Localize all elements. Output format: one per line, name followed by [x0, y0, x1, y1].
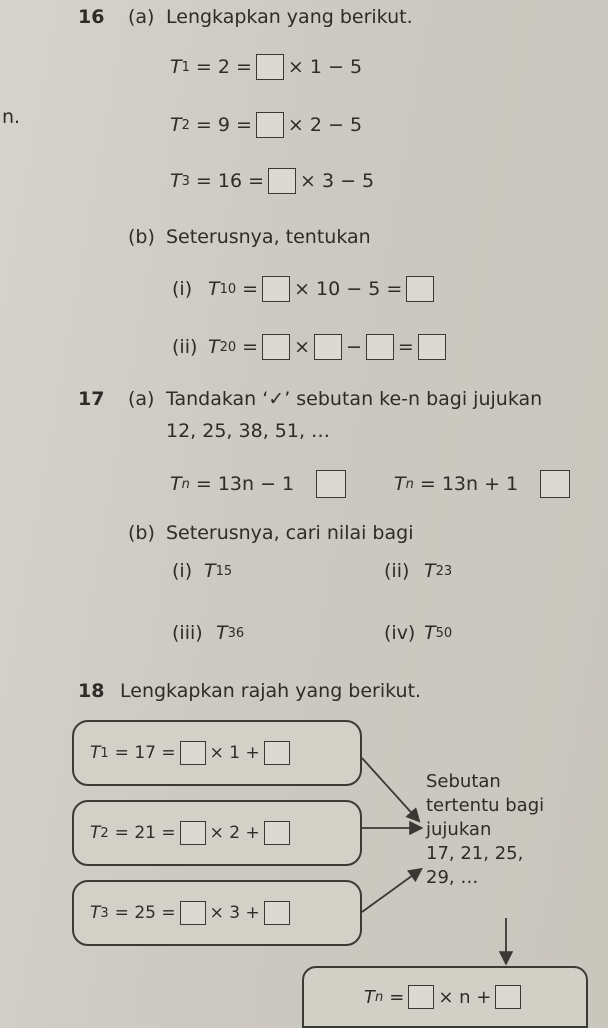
equals-sign-2: = — [397, 336, 414, 358]
item-label: (iv) — [384, 622, 416, 644]
q17-number: 17 — [78, 388, 105, 410]
side-line: Sebutan — [426, 771, 501, 792]
equals-sign: = — [389, 986, 405, 1008]
equals-sign: = — [242, 336, 259, 358]
q17-sequence: 12, 25, 38, 51, … — [166, 420, 331, 442]
times-text: × n + — [438, 986, 492, 1008]
q17b-label: (b) — [128, 522, 155, 544]
term-letter: T — [424, 622, 436, 644]
term-subscript: 3 — [100, 905, 109, 921]
lhs-text: = 21 = — [114, 823, 176, 843]
term-letter: T — [170, 473, 182, 495]
q16a-label: (a) — [128, 6, 155, 28]
q16a-instruction: Lengkapkan yang berikut. — [166, 6, 413, 28]
lhs-text: = 25 = — [114, 903, 176, 923]
general-term-box — [302, 966, 588, 1028]
q17b-instruction: Seterusnya, cari nilai bagi — [166, 522, 414, 544]
times-text: × 3 + — [209, 903, 260, 923]
term-subscript: 10 — [219, 281, 237, 297]
q18-number: 18 — [78, 680, 105, 702]
term-letter: T — [90, 743, 101, 763]
option-expression: = 13n − 1 — [195, 473, 295, 495]
margin-fragment: n. — [2, 106, 21, 128]
term-subscript: 1 — [181, 59, 190, 75]
term-subscript: n — [375, 989, 384, 1005]
term-letter: T — [208, 278, 220, 300]
item-label: (ii) — [384, 560, 410, 582]
lhs-text: = 17 = — [114, 743, 176, 763]
term-letter: T — [90, 903, 101, 923]
option-expression: = 13n + 1 — [419, 473, 519, 495]
item-label: (iii) — [172, 622, 203, 644]
times-sign: × — [294, 336, 310, 358]
term-letter: T — [394, 473, 406, 495]
q16b-instruction: Seterusnya, tentukan — [166, 226, 371, 248]
side-line: 17, 21, 25, — [426, 843, 524, 864]
answer-box[interactable] — [495, 985, 521, 1009]
term-subscript: 1 — [100, 745, 109, 761]
q16b-label: (b) — [128, 226, 155, 248]
term-subscript: 2 — [100, 825, 109, 841]
term-subscript: 50 — [435, 625, 453, 641]
rhs-text: × 2 − 5 — [287, 114, 363, 136]
lhs-text: = 9 = — [195, 114, 252, 136]
term-letter: T — [170, 56, 182, 78]
term-letter: T — [424, 560, 436, 582]
term-subscript: 20 — [219, 339, 237, 355]
term-subscript: n — [405, 476, 414, 492]
item-label: (i) — [172, 278, 193, 300]
q17a-label: (a) — [128, 388, 155, 410]
arrow-row-3 — [362, 870, 420, 912]
mid-text: × 10 − 5 = — [294, 278, 403, 300]
item-label: (i) — [172, 560, 193, 582]
lhs-text: = 2 = — [195, 56, 252, 78]
term-letter: T — [364, 986, 375, 1008]
term-subscript: 23 — [435, 563, 453, 579]
term-letter: T — [170, 114, 182, 136]
rhs-text: × 1 − 5 — [287, 56, 363, 78]
term-letter: T — [204, 560, 216, 582]
term-letter: T — [170, 170, 182, 192]
term-subscript: 3 — [181, 173, 190, 189]
times-text: × 1 + — [209, 743, 260, 763]
minus-sign: − — [346, 336, 362, 358]
arrow-row-1 — [362, 758, 418, 820]
rhs-text: × 3 − 5 — [300, 170, 375, 192]
term-subscript: 15 — [215, 563, 233, 579]
equals-sign: = — [242, 278, 259, 300]
q16-number: 16 — [78, 6, 105, 28]
term-letter: T — [90, 823, 101, 843]
term-subscript: 2 — [181, 117, 190, 133]
side-line: jujukan — [426, 819, 492, 840]
lhs-text: = 16 = — [195, 170, 264, 192]
times-text: × 2 + — [209, 823, 260, 843]
term-letter: T — [208, 336, 220, 358]
answer-box[interactable] — [408, 985, 434, 1009]
q17a-instruction: Tandakan ‘✓’ sebutan ke-n bagi jujukan — [166, 388, 543, 410]
term-letter: T — [216, 622, 228, 644]
q18-instruction: Lengkapkan rajah yang berikut. — [120, 680, 422, 702]
side-line: 29, … — [426, 867, 479, 888]
side-line: tertentu bagi — [426, 795, 545, 816]
term-subscript: 36 — [227, 625, 245, 641]
term-subscript: n — [181, 476, 190, 492]
item-label: (ii) — [172, 336, 198, 358]
